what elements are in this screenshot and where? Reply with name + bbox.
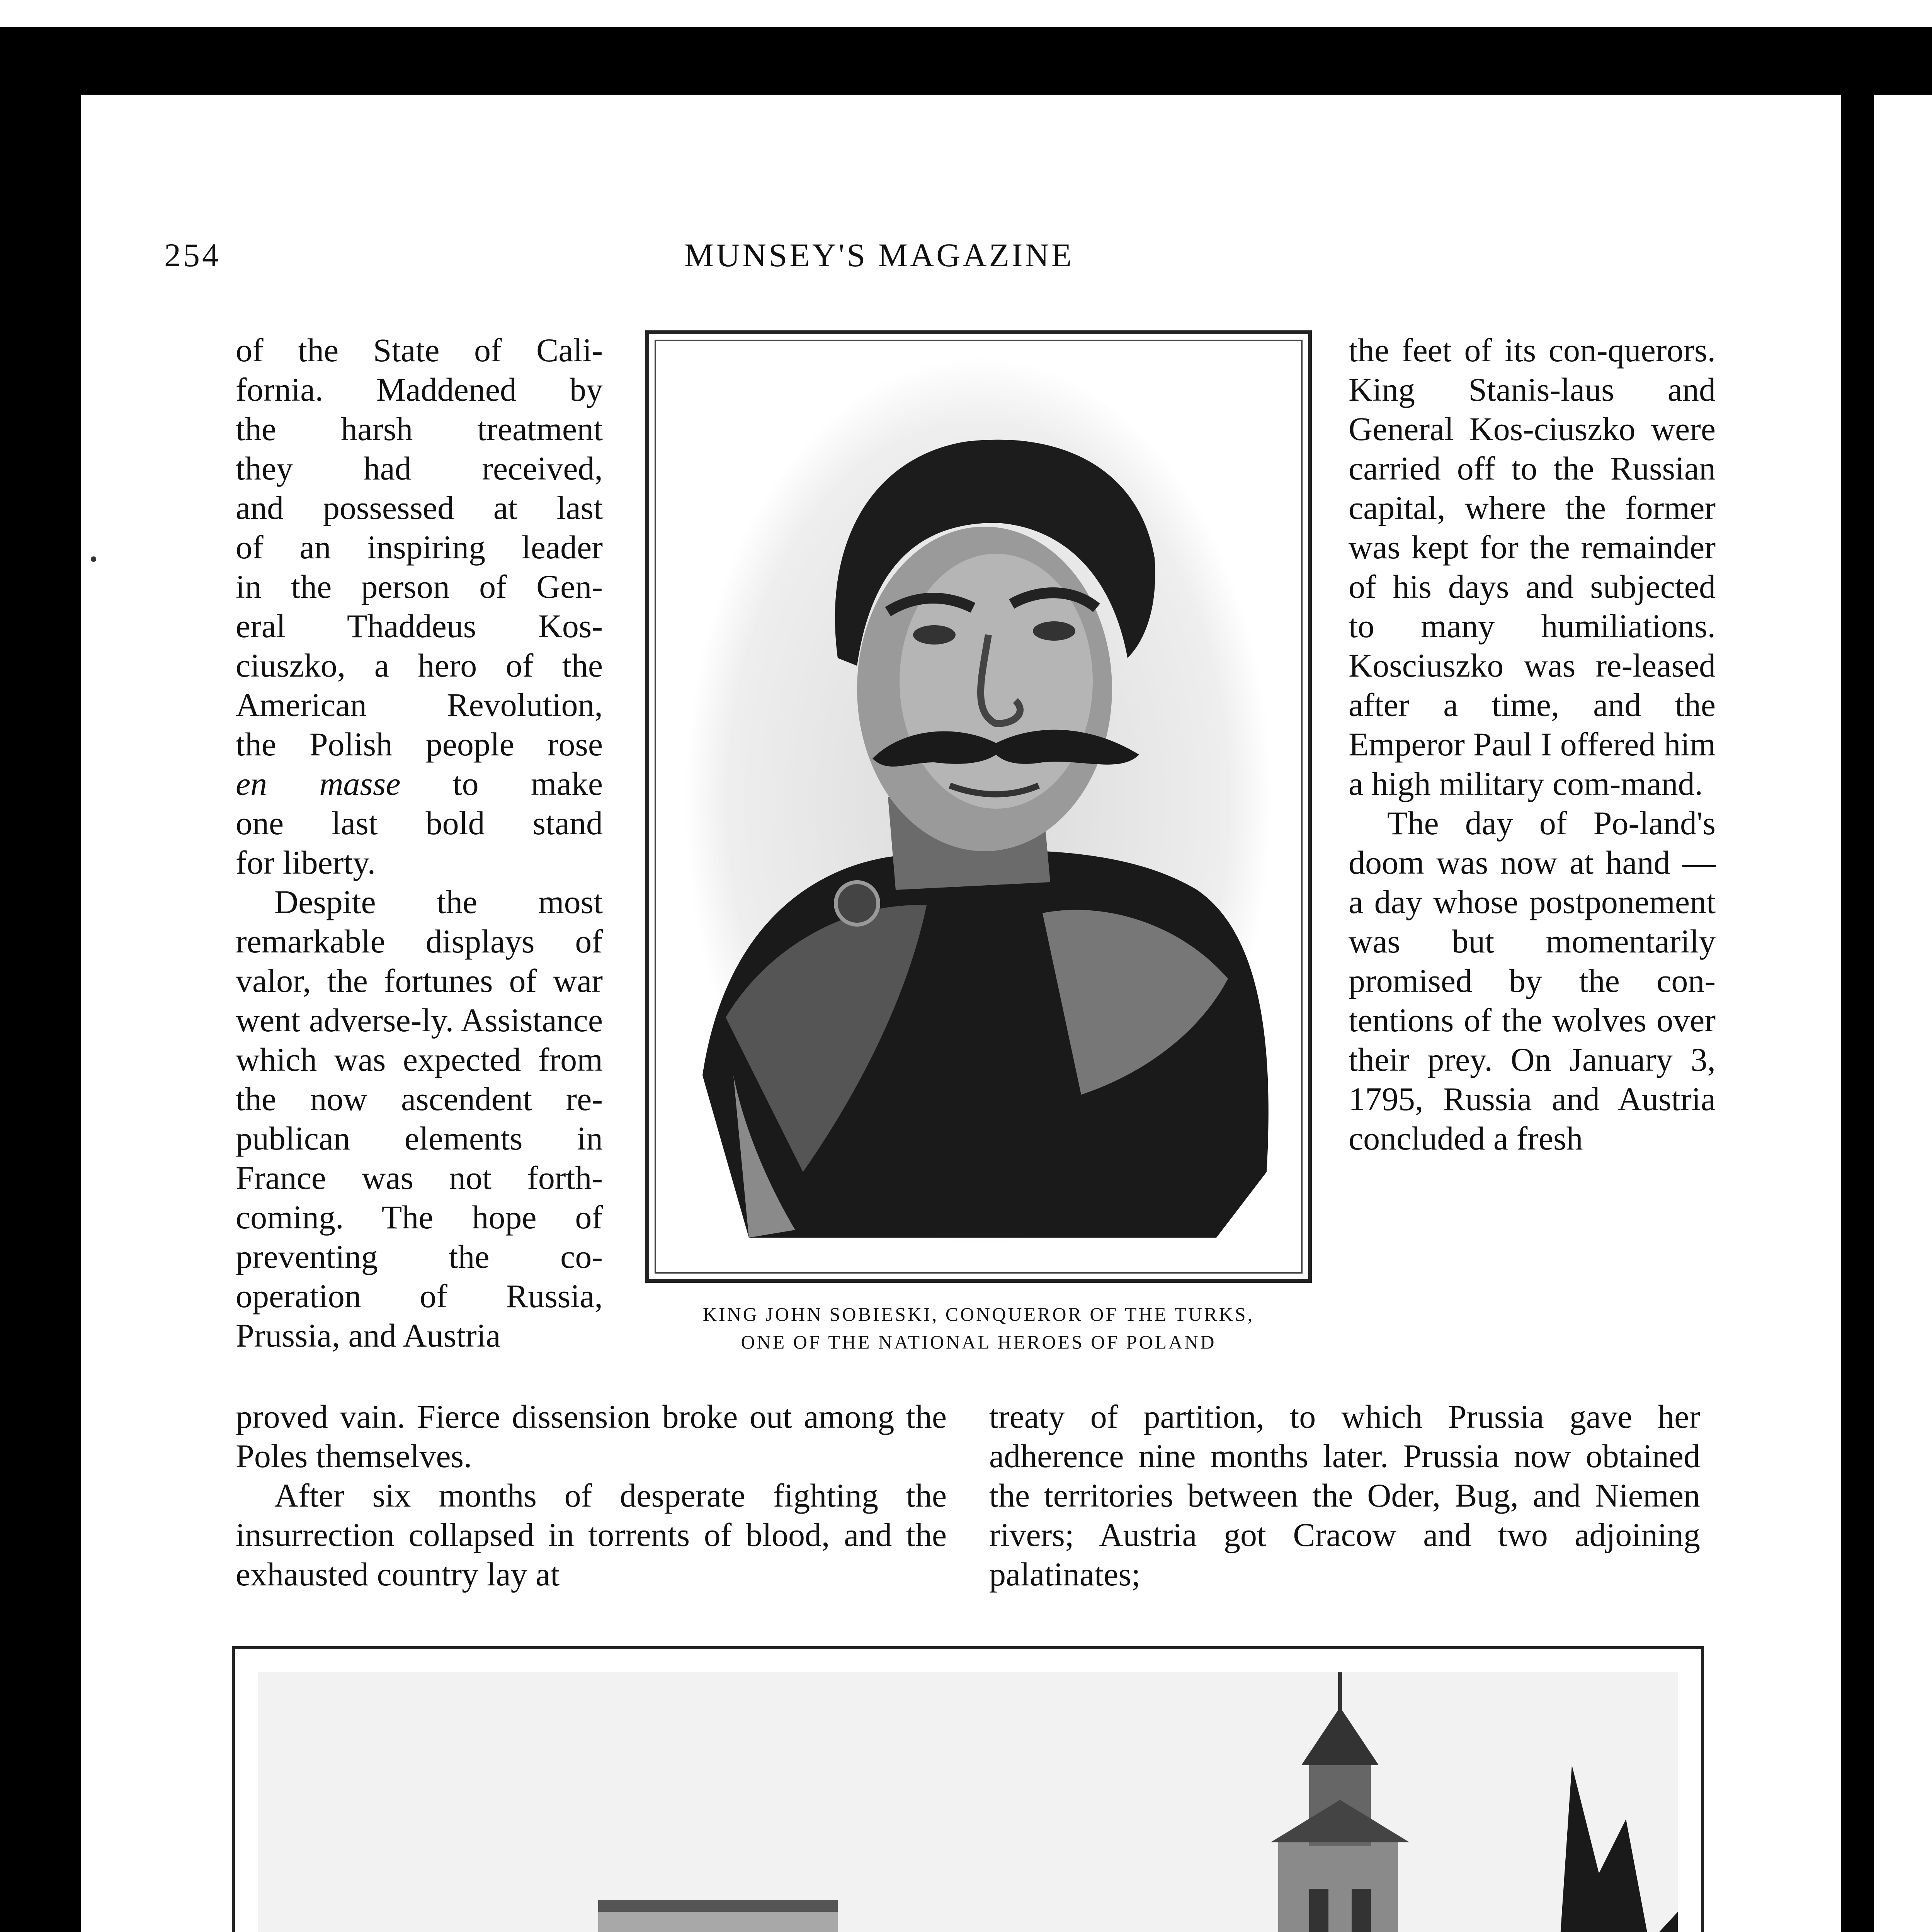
left-column-line: American Revolution,: [236, 686, 603, 723]
bottom-left-paragraph-2: After six months of desperate fighting the insurrection collapsed in torrents of blood, and the exhausted country lay at: [236, 1477, 947, 1593]
left-column-line: the harsh treatment: [236, 410, 603, 447]
page-speck: [91, 556, 96, 562]
portrait-caption-line-2: ONE OF THE NATIONAL HEROES OF POLAND: [741, 1331, 1216, 1353]
left-column-line: en masse to make: [236, 765, 603, 802]
left-column-line: eral Thaddeus Kos-: [236, 607, 603, 645]
palace-photo: [258, 1672, 1678, 1932]
left-column-paragraph-2: Despite the most remarkable displays of valor, the fortunes of war went adverse-ly. Assistance which was expected from the now ascendent re-publican elements in France was not forth-coming. The hope of preventing the co-operation of Russia, Prussia, and Austria: [236, 883, 603, 1354]
magazine-title: MUNSEY'S MAGAZINE: [684, 236, 1074, 274]
bottom-right-paragraph: treaty of partition, to which Prussia gave her adherence nine months later. Prussia now obtained the territories between the Oder, Bug, and Niemen rivers; Austria got Cracow and two adjoining palatinates;: [989, 1398, 1700, 1593]
bottom-left-column: [236, 1397, 947, 1594]
left-column-line: and possessed at last: [236, 489, 603, 526]
palace-photo-frame: [232, 1646, 1704, 1932]
left-column-line: fornia. Maddened by: [236, 371, 603, 408]
portrait-caption-line-1: KING JOHN SOBIESKI, CONQUEROR OF THE TURKS,: [702, 1303, 1255, 1325]
left-column-line: they had received,: [236, 450, 603, 487]
left-column-line: ciuszko, a hero of the: [236, 647, 603, 684]
running-header: [164, 236, 1594, 286]
adjacent-page-edge: [1874, 95, 1932, 1932]
left-column-lines: [236, 330, 603, 882]
portrait-frame: [645, 330, 1312, 1283]
portrait-image: [656, 341, 1301, 1272]
left-column-line: of an inspiring leader: [236, 529, 603, 566]
palace-image: [258, 1672, 1678, 1932]
right-column-paragraph-2: The day of Po-land's doom was now at hand — a day whose postponement was but momentarily promised by the con-tentions of the wolves over their prey. On January 3, 1795, Russia and Austria concluded a fresh: [1349, 804, 1716, 1157]
left-column: [236, 330, 603, 1355]
top-page-edge: [0, 0, 1932, 27]
right-column: [1349, 330, 1716, 1158]
left-column-line: one last bold stand: [236, 804, 603, 842]
page-number: 254: [164, 236, 221, 274]
portrait-sobieski: [655, 340, 1303, 1274]
portrait-caption: [614, 1300, 1343, 1356]
left-column-line: of the State of Cali-: [236, 332, 603, 369]
bottom-right-column: [989, 1397, 1700, 1594]
bottom-left-paragraph-1: proved vain. Fierce dissension broke out among the Poles themselves.: [236, 1398, 947, 1475]
right-column-paragraph-1: the feet of its con-querors. King Stanis-laus and General Kos-ciuszko were carried off to the Russian capital, where the former was kept for the remainder of his days and subjected to many humiliations. Kosciuszko was re-leased after a time, and the Emperor Paul I offered him a high military com-mand.: [1349, 332, 1716, 802]
left-column-line: for liberty.: [236, 844, 376, 881]
left-column-line: in the person of Gen-: [236, 568, 603, 605]
left-column-line: the Polish people rose: [236, 726, 603, 763]
